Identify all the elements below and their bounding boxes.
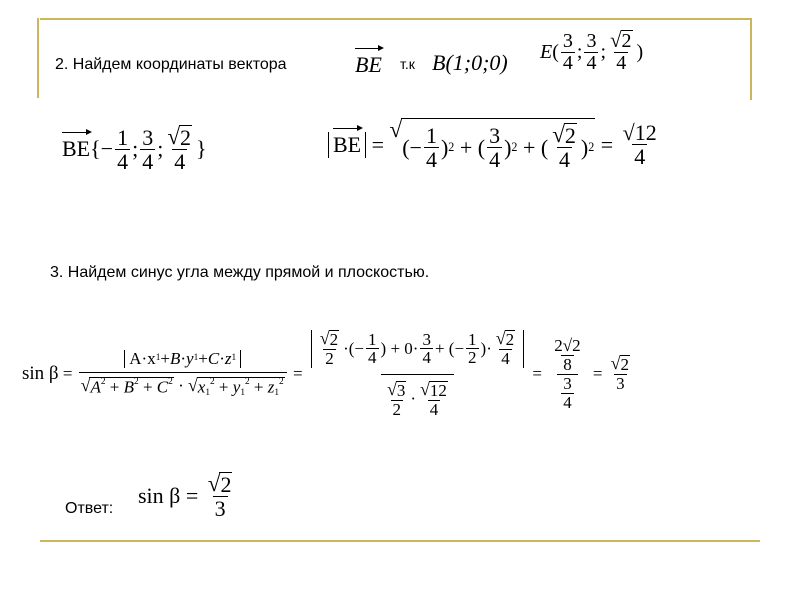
step2-heading: 2. Найдем координаты вектора: [55, 56, 287, 73]
answer-formula: sin β = √ 2 3: [138, 472, 236, 520]
vector-be-label: [355, 52, 382, 78]
be-length-symbol: BE: [333, 131, 362, 157]
be-length-root: √ (− $\frac{1}{4}$ ) 2 + ( $\frac{3}{4}$ ) 2 + ( √ 2 4 ) 2: [389, 116, 595, 173]
answer-result: √ 2 3: [207, 470, 232, 522]
frame-right-line: [750, 18, 752, 100]
point-b-text: B(1;0;0): [432, 50, 508, 75]
step3-heading: 3. Найдем синус угла между прямой и плоскостью.: [50, 264, 430, 281]
answer-label: Ответ:: [65, 500, 114, 517]
be-coord-z: √ 2 4: [167, 123, 192, 175]
be-coord-x: $\frac{1}{4}$: [117, 124, 129, 174]
sine-result: √ 2 3: [610, 353, 629, 394]
answer-lhs: sin β: [138, 483, 181, 509]
be-length-abs: [328, 132, 366, 158]
be-vector-coords: BE {− $\frac{1}{4}$ ; $\frac{3}{4}$ ; √ 2 4 }: [62, 123, 207, 175]
point-e: E ( $\frac{3}{4}$ ; $\frac{3}{4}$ ; √ 2 4 ): [540, 28, 644, 74]
e-coord-z: √ 2 4: [610, 28, 632, 74]
e-coord-x: $\frac{3}{4}$: [562, 29, 573, 74]
sine-ratio-general: A·x 1 + B · y 1 + C · z 1 √ $A^2 + B^2 + C^2$ · √ $x_1^2 + y_1^2 + z_1^2$: [79, 350, 287, 399]
point-e-name: E: [540, 40, 553, 63]
sine-ratio-simplified: $\frac{\frac{2√2}{8}}{\frac{3}{4}}$: [554, 336, 581, 412]
be-coord-y: $\frac{3}{4}$: [142, 124, 154, 174]
sine-formula: sin β = A·x 1 + B · y 1 + C · z 1 √ $A^2 + B^2 + C^2$ · √ $x_1^2 + y_1^2 + z_1^2$ = √ 2 2 ·(− $\frac{1}{4}$ ) + 0· $\frac{3}{4}$ + (− $\frac{1}{2}$ )· √ 2 4 √ 3 2 · √ 12 4 = $\frac{\frac{2√2}{8}}{\frac{3}{4}}$ = √ 2 3: [22, 330, 634, 418]
frame-bottom-line: [40, 540, 760, 542]
be-vector-symbol: BE: [62, 136, 91, 162]
be-length-formula: BE = √ (− $\frac{1}{4}$ ) 2 + ( $\frac{3}{4}$ ) 2 + ( √ 2 4 ) 2 = $\frac{√12}{4}$: [328, 118, 661, 171]
be-length-result: $\frac{√12}{4}$: [622, 120, 657, 170]
frame-left-line: [37, 18, 39, 98]
tk-label: т.к: [400, 56, 415, 72]
point-b: [432, 50, 508, 76]
sine-lhs: sin β: [22, 363, 59, 385]
sine-ratio-substituted: √ 2 2 ·(− $\frac{1}{4}$ ) + 0· $\frac{3}{4}$ + (− $\frac{1}{2}$ )· √ 2 4 √ 3 2 · √ 12 4: [309, 330, 526, 418]
e-coord-y: $\frac{3}{4}$: [586, 29, 597, 74]
vector-be-symbol: BE: [355, 52, 382, 77]
frame-top-line: [40, 18, 752, 20]
